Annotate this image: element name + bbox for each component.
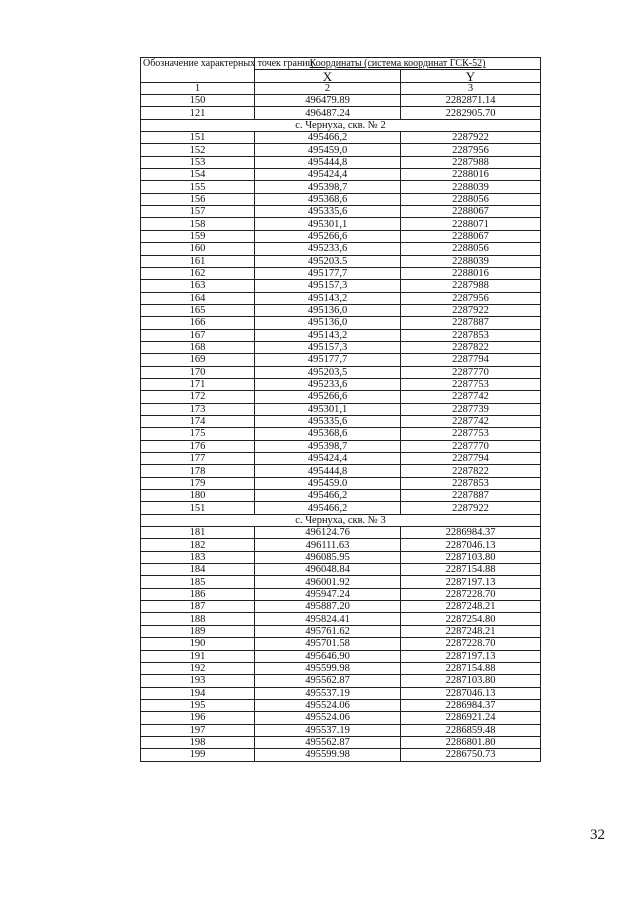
y-coordinate-cell: 2287103.80 <box>401 551 541 563</box>
x-coordinate-cell: 495466,2 <box>255 132 401 144</box>
x-coordinate-cell: 495459,0 <box>255 144 401 156</box>
table-row <box>141 465 541 477</box>
point-id-cell: 157 <box>141 206 255 218</box>
y-coordinate-cell: 2287922 <box>401 502 541 514</box>
y-header: Y <box>401 70 541 82</box>
coordinates-table <box>140 57 541 762</box>
x-coordinate-cell: 495143,2 <box>255 329 401 341</box>
y-coordinate-cell: 2287922 <box>401 132 541 144</box>
table-row <box>141 132 541 144</box>
x-coordinate-cell: 495335,6 <box>255 415 401 427</box>
table-row <box>141 378 541 390</box>
table-row <box>141 403 541 415</box>
y-coordinate-cell: 2287197.13 <box>401 650 541 662</box>
table-row <box>141 527 541 539</box>
table-row <box>141 329 541 341</box>
point-id-cell: 192 <box>141 662 255 674</box>
x-coordinate-cell: 495368,6 <box>255 193 401 205</box>
x-coordinate-cell: 495562.87 <box>255 675 401 687</box>
x-coordinate-cell: 495562.87 <box>255 736 401 748</box>
point-id-cell: 164 <box>141 292 255 304</box>
point-id-cell: 190 <box>141 638 255 650</box>
point-id-cell: 184 <box>141 564 255 576</box>
x-coordinate-cell: 495398,7 <box>255 440 401 452</box>
table-row <box>141 490 541 502</box>
x-coordinate-cell: 495177,7 <box>255 354 401 366</box>
y-coordinate-cell: 2287742 <box>401 415 541 427</box>
x-coordinate-cell: 495157,3 <box>255 280 401 292</box>
table-row <box>141 638 541 650</box>
y-coordinate-cell: 2282905.70 <box>401 107 541 119</box>
x-coordinate-cell: 495459.0 <box>255 477 401 489</box>
table-row <box>141 453 541 465</box>
y-coordinate-cell: 2287988 <box>401 280 541 292</box>
point-id-cell: 195 <box>141 699 255 711</box>
y-coordinate-cell: 2288056 <box>401 193 541 205</box>
x-coordinate-cell: 495368,6 <box>255 428 401 440</box>
y-coordinate-cell: 2287254.80 <box>401 613 541 625</box>
point-id-cell: 178 <box>141 465 255 477</box>
y-coordinate-cell: 2287922 <box>401 304 541 316</box>
table-row <box>141 169 541 181</box>
point-id-cell: 152 <box>141 144 255 156</box>
point-id-cell: 188 <box>141 613 255 625</box>
x-header: X <box>255 70 401 82</box>
point-id-cell: 121 <box>141 107 255 119</box>
x-coordinate-cell: 495537.19 <box>255 687 401 699</box>
y-coordinate-cell: 2287046.13 <box>401 687 541 699</box>
y-coordinate-cell: 2287853 <box>401 329 541 341</box>
x-coordinate-cell: 495466,2 <box>255 502 401 514</box>
x-coordinate-cell: 495424,4 <box>255 169 401 181</box>
point-id-cell: 174 <box>141 415 255 427</box>
table-row <box>141 341 541 353</box>
table-row <box>141 675 541 687</box>
point-id-cell: 173 <box>141 403 255 415</box>
coords-system-header: Координаты (система координат ГСК-52) <box>255 58 541 70</box>
designation-header: Обозначение характерных точек границ <box>141 58 255 83</box>
point-id-cell: 185 <box>141 576 255 588</box>
x-coordinate-cell: 495398,7 <box>255 181 401 193</box>
table-row <box>141 95 541 107</box>
x-coordinate-cell: 495266,6 <box>255 230 401 242</box>
x-coordinate-cell: 495701.58 <box>255 638 401 650</box>
point-id-cell: 168 <box>141 341 255 353</box>
table-row <box>141 230 541 242</box>
table-row <box>141 391 541 403</box>
table-row <box>141 588 541 600</box>
y-coordinate-cell: 2288016 <box>401 169 541 181</box>
point-id-cell: 176 <box>141 440 255 452</box>
y-coordinate-cell: 2287770 <box>401 440 541 452</box>
point-id-cell: 167 <box>141 329 255 341</box>
page-number: 32 <box>590 827 605 843</box>
table-row <box>141 243 541 255</box>
x-coordinate-cell: 495947.24 <box>255 588 401 600</box>
y-coordinate-cell: 2287822 <box>401 465 541 477</box>
point-id-cell: 186 <box>141 588 255 600</box>
y-coordinate-cell: 2287046.13 <box>401 539 541 551</box>
table-row <box>141 576 541 588</box>
point-id-cell: 169 <box>141 354 255 366</box>
point-id-cell: 150 <box>141 95 255 107</box>
point-id-cell: 181 <box>141 527 255 539</box>
y-coordinate-cell: 2287228.70 <box>401 588 541 600</box>
table-row <box>141 564 541 576</box>
point-id-cell: 182 <box>141 539 255 551</box>
point-id-cell: 153 <box>141 156 255 168</box>
table-row <box>141 317 541 329</box>
x-coordinate-cell: 496479.89 <box>255 95 401 107</box>
y-coordinate-cell: 2287228.70 <box>401 638 541 650</box>
point-id-cell: 183 <box>141 551 255 563</box>
point-id-cell: 193 <box>141 675 255 687</box>
y-coordinate-cell: 2287248.21 <box>401 601 541 613</box>
y-coordinate-cell: 2287956 <box>401 292 541 304</box>
y-coordinate-cell: 2287753 <box>401 378 541 390</box>
y-coordinate-cell: 2287956 <box>401 144 541 156</box>
x-coordinate-cell: 495136,0 <box>255 304 401 316</box>
point-id-cell: 151 <box>141 502 255 514</box>
table-row <box>141 440 541 452</box>
x-coordinate-cell: 496085.95 <box>255 551 401 563</box>
x-coordinate-cell: 495301,1 <box>255 403 401 415</box>
point-id-cell: 179 <box>141 477 255 489</box>
x-coordinate-cell: 495136,0 <box>255 317 401 329</box>
y-coordinate-cell: 2287887 <box>401 490 541 502</box>
table-row <box>141 366 541 378</box>
section-label: с. Чернуха, скв. № 2 <box>141 119 541 131</box>
table-row <box>141 502 541 514</box>
table-row <box>141 218 541 230</box>
table-row <box>141 662 541 674</box>
point-id-cell: 160 <box>141 243 255 255</box>
point-id-cell: 171 <box>141 378 255 390</box>
table-row <box>141 625 541 637</box>
section-label: с. Чернуха, скв. № 3 <box>141 514 541 526</box>
x-coordinate-cell: 496487.24 <box>255 107 401 119</box>
point-id-cell: 159 <box>141 230 255 242</box>
table-row <box>141 687 541 699</box>
y-coordinate-cell: 2287739 <box>401 403 541 415</box>
point-id-cell: 177 <box>141 453 255 465</box>
y-coordinate-cell: 2286801.80 <box>401 736 541 748</box>
y-coordinate-cell: 2288067 <box>401 206 541 218</box>
point-id-cell: 165 <box>141 304 255 316</box>
x-coordinate-cell: 495335,6 <box>255 206 401 218</box>
point-id-cell: 197 <box>141 724 255 736</box>
table-row <box>141 292 541 304</box>
point-id-cell: 175 <box>141 428 255 440</box>
y-coordinate-cell: 2286750.73 <box>401 749 541 761</box>
y-coordinate-cell: 2286859.48 <box>401 724 541 736</box>
y-coordinate-cell: 2287103.80 <box>401 675 541 687</box>
col-number-3: 3 <box>401 82 541 94</box>
table-row <box>141 280 541 292</box>
table-row <box>141 539 541 551</box>
y-coordinate-cell: 2287154.88 <box>401 662 541 674</box>
y-coordinate-cell: 2288016 <box>401 267 541 279</box>
x-coordinate-cell: 495887.20 <box>255 601 401 613</box>
x-coordinate-cell: 496001.92 <box>255 576 401 588</box>
x-coordinate-cell: 495524.06 <box>255 699 401 711</box>
point-id-cell: 170 <box>141 366 255 378</box>
x-coordinate-cell: 495824.41 <box>255 613 401 625</box>
point-id-cell: 189 <box>141 625 255 637</box>
point-id-cell: 198 <box>141 736 255 748</box>
y-coordinate-cell: 2287887 <box>401 317 541 329</box>
x-coordinate-cell: 496124.76 <box>255 527 401 539</box>
table-row <box>141 749 541 761</box>
x-coordinate-cell: 495424,4 <box>255 453 401 465</box>
y-coordinate-cell: 2287853 <box>401 477 541 489</box>
point-id-cell: 172 <box>141 391 255 403</box>
y-coordinate-cell: 2287197.13 <box>401 576 541 588</box>
x-coordinate-cell: 495444,8 <box>255 465 401 477</box>
y-coordinate-cell: 2287154.88 <box>401 564 541 576</box>
table-row <box>141 354 541 366</box>
point-id-cell: 180 <box>141 490 255 502</box>
x-coordinate-cell: 495599.98 <box>255 662 401 674</box>
table-row <box>141 156 541 168</box>
x-coordinate-cell: 495301,1 <box>255 218 401 230</box>
x-coordinate-cell: 495646.90 <box>255 650 401 662</box>
section-row <box>141 514 541 526</box>
point-id-cell: 196 <box>141 712 255 724</box>
point-id-cell: 194 <box>141 687 255 699</box>
table-row <box>141 477 541 489</box>
y-coordinate-cell: 2287822 <box>401 341 541 353</box>
x-coordinate-cell: 495466,2 <box>255 490 401 502</box>
table-row <box>141 551 541 563</box>
table-row <box>141 107 541 119</box>
y-coordinate-cell: 2288067 <box>401 230 541 242</box>
x-coordinate-cell: 495761.62 <box>255 625 401 637</box>
point-id-cell: 163 <box>141 280 255 292</box>
point-id-cell: 162 <box>141 267 255 279</box>
x-coordinate-cell: 495599.98 <box>255 749 401 761</box>
y-coordinate-cell: 2286921.24 <box>401 712 541 724</box>
y-coordinate-cell: 2287753 <box>401 428 541 440</box>
y-coordinate-cell: 2288071 <box>401 218 541 230</box>
table-row <box>141 650 541 662</box>
x-coordinate-cell: 496048.84 <box>255 564 401 576</box>
column-number-row <box>141 82 541 94</box>
y-coordinate-cell: 2287794 <box>401 354 541 366</box>
point-id-cell: 191 <box>141 650 255 662</box>
header-row-1 <box>141 58 541 70</box>
table-row <box>141 699 541 711</box>
table-row <box>141 181 541 193</box>
x-coordinate-cell: 495266,6 <box>255 391 401 403</box>
y-coordinate-cell: 2286984.37 <box>401 527 541 539</box>
point-id-cell: 199 <box>141 749 255 761</box>
col-number-1: 1 <box>141 82 255 94</box>
table-row <box>141 428 541 440</box>
point-id-cell: 155 <box>141 181 255 193</box>
x-coordinate-cell: 495143,2 <box>255 292 401 304</box>
col-number-2: 2 <box>255 82 401 94</box>
table-row <box>141 613 541 625</box>
point-id-cell: 187 <box>141 601 255 613</box>
y-coordinate-cell: 2287794 <box>401 453 541 465</box>
x-coordinate-cell: 495233,6 <box>255 243 401 255</box>
table-row <box>141 267 541 279</box>
y-coordinate-cell: 2287770 <box>401 366 541 378</box>
x-coordinate-cell: 495157,3 <box>255 341 401 353</box>
point-id-cell: 151 <box>141 132 255 144</box>
x-coordinate-cell: 496111.63 <box>255 539 401 551</box>
table-row <box>141 255 541 267</box>
section-row <box>141 119 541 131</box>
x-coordinate-cell: 495177,7 <box>255 267 401 279</box>
x-coordinate-cell: 495233,6 <box>255 378 401 390</box>
table-row <box>141 144 541 156</box>
point-id-cell: 161 <box>141 255 255 267</box>
table-row <box>141 724 541 736</box>
point-id-cell: 158 <box>141 218 255 230</box>
table-row <box>141 206 541 218</box>
y-coordinate-cell: 2282871.14 <box>401 95 541 107</box>
table-row <box>141 193 541 205</box>
table-row <box>141 736 541 748</box>
y-coordinate-cell: 2286984.37 <box>401 699 541 711</box>
table-row <box>141 415 541 427</box>
point-id-cell: 166 <box>141 317 255 329</box>
x-coordinate-cell: 495444,8 <box>255 156 401 168</box>
x-coordinate-cell: 495524.06 <box>255 712 401 724</box>
point-id-cell: 156 <box>141 193 255 205</box>
y-coordinate-cell: 2288039 <box>401 255 541 267</box>
y-coordinate-cell: 2287248.21 <box>401 625 541 637</box>
x-coordinate-cell: 495203,5 <box>255 366 401 378</box>
y-coordinate-cell: 2288056 <box>401 243 541 255</box>
x-coordinate-cell: 495537.19 <box>255 724 401 736</box>
y-coordinate-cell: 2288039 <box>401 181 541 193</box>
table-row <box>141 601 541 613</box>
point-id-cell: 154 <box>141 169 255 181</box>
y-coordinate-cell: 2287742 <box>401 391 541 403</box>
y-coordinate-cell: 2287988 <box>401 156 541 168</box>
table-row <box>141 712 541 724</box>
x-coordinate-cell: 495203.5 <box>255 255 401 267</box>
table-row <box>141 304 541 316</box>
